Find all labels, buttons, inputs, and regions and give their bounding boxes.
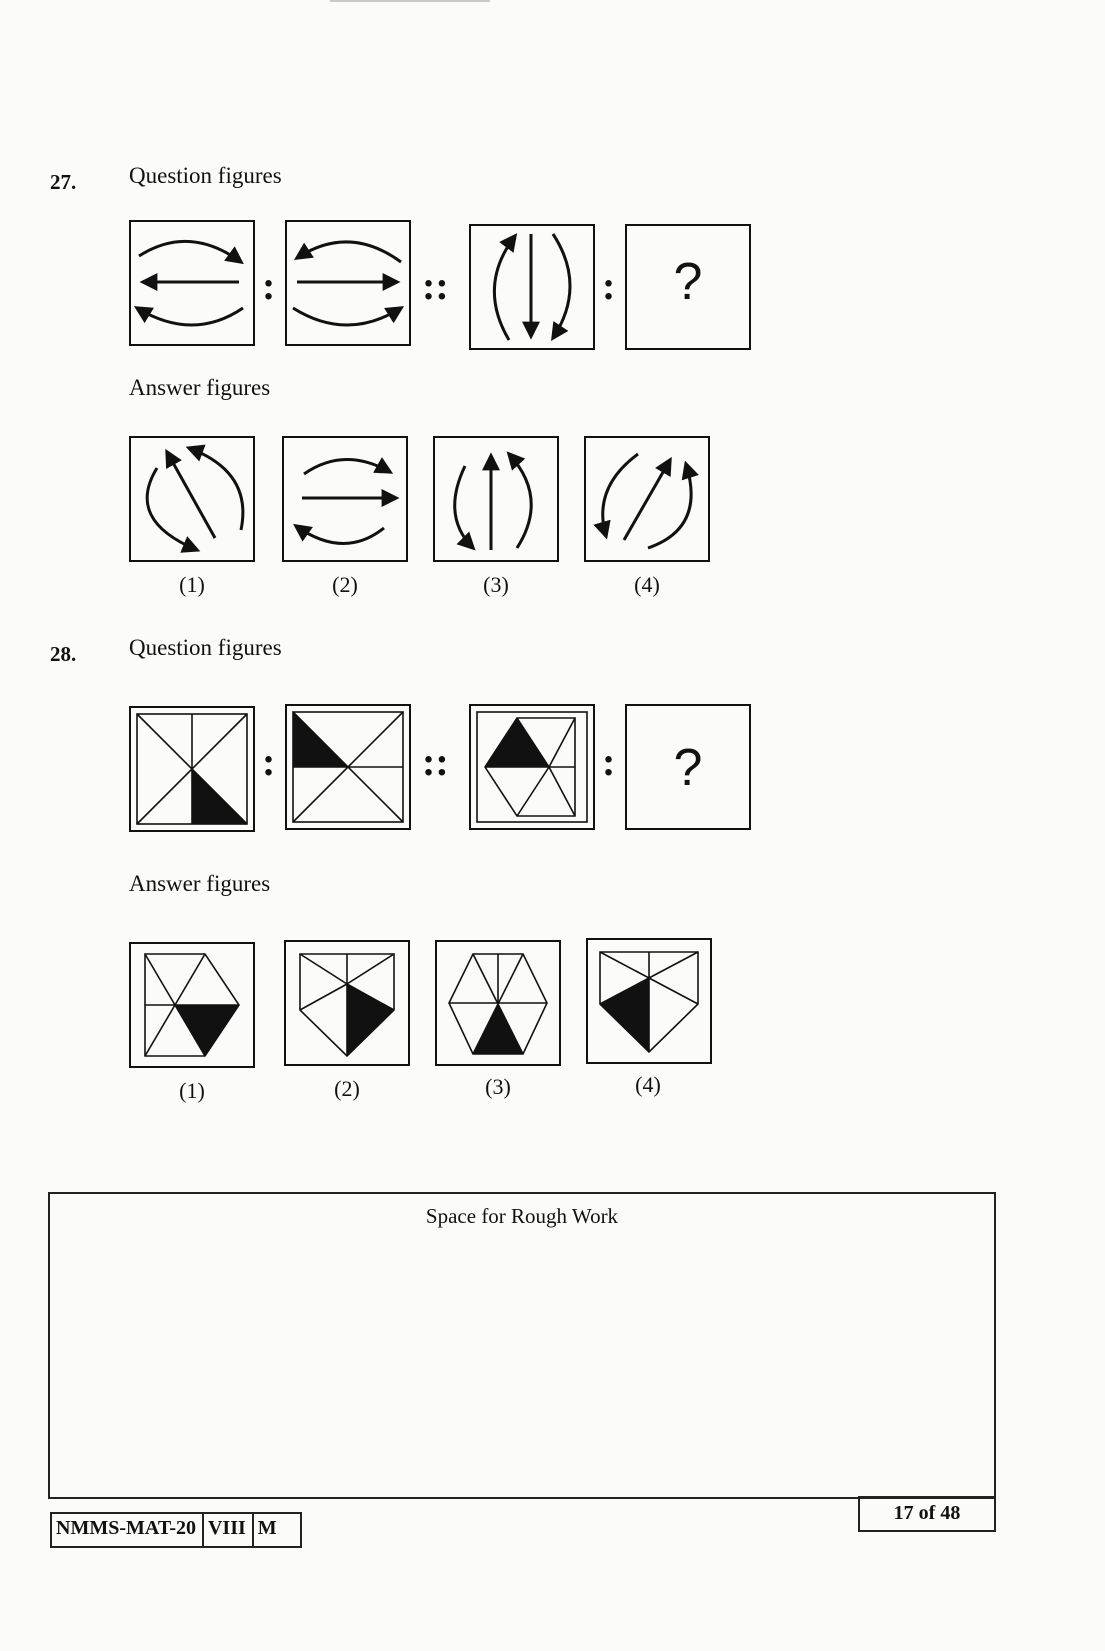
- q27-unknown-figure: [625, 224, 751, 350]
- q27-option-1[interactable]: [129, 436, 255, 562]
- q27-option-1-label: (1): [179, 572, 205, 597]
- q28-option-3-label: (3): [485, 1074, 511, 1099]
- answer-figures-label-27: Answer figures: [129, 375, 271, 400]
- q28-option-1-label: (1): [179, 1078, 205, 1103]
- q27-option-3-label: (3): [483, 572, 509, 597]
- q28-option-4[interactable]: [586, 938, 712, 1064]
- question-number-27: 27.: [50, 170, 77, 194]
- q28-option-2[interactable]: [284, 940, 410, 1066]
- question-figures-label-28: Question figures: [129, 635, 282, 660]
- q28-figure-1: [129, 706, 255, 832]
- rough-work-box[interactable]: [48, 1192, 996, 1499]
- ratio-colon-3: :: [262, 739, 276, 784]
- q27-figure-1: [129, 220, 255, 346]
- paper-code-box: [50, 1512, 302, 1548]
- rough-work-title: Space for Rough Work: [425, 1204, 619, 1228]
- q28-figure-2: [285, 704, 411, 830]
- scan-edge-line: [330, 0, 490, 2]
- q27-option-4-label: (4): [634, 572, 660, 597]
- question-number-28: 28.: [50, 642, 77, 666]
- paper-code: NMMS-MAT-20: [52, 1514, 204, 1546]
- q27-option-4[interactable]: [584, 436, 710, 562]
- q27-figure-3: [469, 224, 595, 350]
- q28-option-1[interactable]: [129, 942, 255, 1068]
- q28-figure-3: [469, 704, 595, 830]
- ratio-double-colon-2: ::: [422, 739, 449, 784]
- q27-figure-2: [285, 220, 411, 346]
- ratio-double-colon: ::: [422, 263, 449, 308]
- page-number-box: 17 of 48: [858, 1496, 996, 1532]
- q28-option-2-label: (2): [334, 1076, 360, 1101]
- question-figures-label-27: Question figures: [129, 163, 282, 188]
- ratio-colon-4: :: [602, 739, 616, 784]
- q27-option-2[interactable]: [282, 436, 408, 562]
- q28-option-3[interactable]: [435, 940, 561, 1066]
- q28-unknown-figure: [625, 704, 751, 830]
- class-code: VIII: [204, 1514, 254, 1546]
- q27-option-2-label: (2): [332, 572, 358, 597]
- q28-option-4-label: (4): [635, 1072, 661, 1097]
- ratio-colon-1: :: [262, 263, 276, 308]
- ratio-colon-2: :: [602, 263, 616, 308]
- unknown-mark: ?: [673, 739, 703, 797]
- answer-figures-label-28: Answer figures: [129, 871, 271, 896]
- medium-code: M: [257, 1517, 277, 1539]
- unknown-mark: ?: [673, 253, 703, 311]
- q27-option-3[interactable]: [433, 436, 559, 562]
